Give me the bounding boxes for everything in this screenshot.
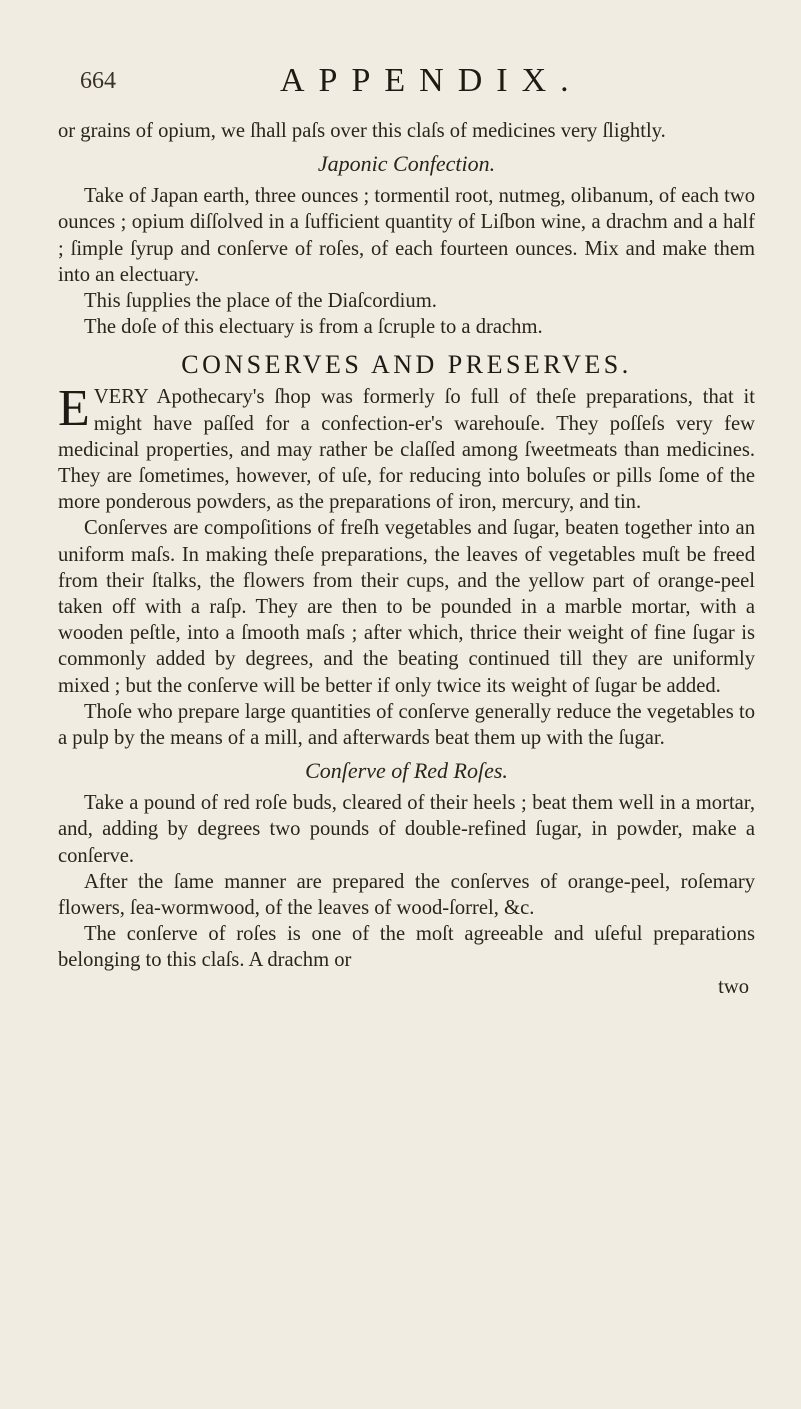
conserves-definition-paragraph: Conſerves are compoſitions of freſh vegetables and ſugar, beaten together into an uniform maſs. In making theſe preparations, the leaves of vegetables muſt be freed from their ſtalks, the flowers from their cups, and the yellow part of orange-peel taken off with a raſp. They are then to be pounded in a marble mortar, with a wooden peſtle, into a ſmooth maſs ; after which, thrice their weight of fine ſugar is commonly added by degrees, and the beating continued till they are uniformly mixed ; but the conſerve will be better if only twice its weight of ſugar be added. — [58, 517, 755, 697]
red-roses-recipe-paragraph: Take a pound of red roſe buds, cleared of their heels ; beat them well in a mortar, and, adding by degrees two pounds of double-refined ſugar, in powder, make a conſerve. — [58, 792, 755, 867]
conserves-intro-paragraph — [58, 380, 755, 515]
japonic-recipe-paragraph: Take of Japan earth, three ounces ; tormentil root, nutmeg, olibanum, of each two ounces ; opium diſſolved in a ſufficient quantity of Liſbon wine, a drachm and a half ; ſimple ſyrup and conſerve of roſes, of each fourteen ounces. Mix and make them into an electuary. — [58, 185, 755, 286]
japonic-supplies-paragraph: This ſupplies the place of the Diaſcordium. — [84, 290, 437, 313]
page-number: 664 — [80, 68, 116, 94]
japonic-dose-paragraph: The doſe of this electuary is from a ſcruple to a drachm. — [84, 316, 543, 339]
conserves-mill-paragraph: Thoſe who prepare large quantities of conſerve generally reduce the vegetables to a pulp by the means of a mill, and afterwards beat them up with the ſugar. — [58, 700, 755, 750]
opening-paragraph: or grains of opium, we ſhall paſs over this claſs of medicines very ſlightly. — [58, 120, 666, 142]
red-roses-heading: Conſerve of Red Roſes. — [305, 758, 508, 784]
after-manner-paragraph: After the ſame manner are prepared the conſerves of orange-peel, roſemary flowers, ſea-wormwood, of the leaves of wood-ſorrel, &c. — [58, 870, 755, 920]
running-title: APPENDIX. — [280, 62, 583, 99]
page-header — [70, 62, 741, 106]
conserves-section-heading: CONSERVES AND PRESERVES. — [181, 350, 632, 380]
japonic-confection-heading: Japonic Confection. — [317, 151, 496, 177]
body-text — [58, 118, 755, 1000]
conserves-intro-text: VERY Apothecary's ſhop was formerly ſo full of theſe preparations, that it might have paſſed for a confection-er's warehouſe. They poſſeſs very few medicinal properties, and may rather be claſſed among ſweetmeats than medicines. They are ſometimes, however, of uſe, for reducing into boluſes or pills ſome of the more ponderous powders, as the preparations of iron, mercury, and tin. — [58, 386, 755, 514]
catchword: two — [718, 975, 749, 998]
drop-cap: E — [58, 380, 90, 438]
red-roses-use-paragraph: The conſerve of roſes is one of the moſt agreeable and uſeful preparations belonging to this claſs. A drachm or — [58, 923, 755, 972]
